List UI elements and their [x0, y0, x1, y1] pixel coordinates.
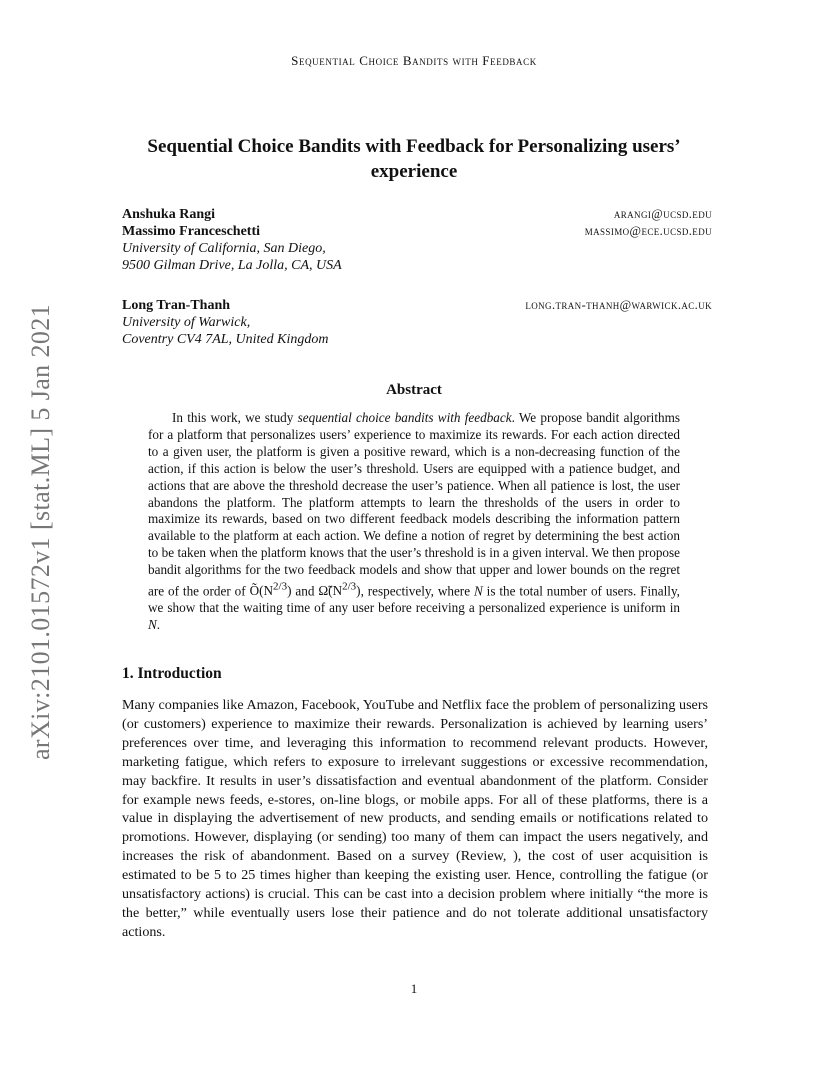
abstract-heading: Abstract	[386, 382, 442, 398]
abstract-text: .	[156, 617, 161, 633]
intro-paragraph: Many companies like Amazon, Facebook, YouTube and Netflix face the problem of personalizing users (or customers) experience to maximize their rewards. Personalization is achieved by learning users’ preferences over time, and leveraging this information to recommend relevant products. However, marketing fatigue, which refers to exposure to irrelevant suggestions or excessive recommendation, may backfire. It results in user’s dissatisfaction and eventual abandonment of the platform. Consider for example news feeds, e-stores, on-line blogs, or mobile apps. For all of these platforms, there is a value in displaying the advertisement of new products, and sending emails or notifications related to promotions. However, displaying (or sending) too many of them can impact the users negatively, and increases the risk of abandonment. Based on a survey (Review, ), the cost of user acquisition is estimated to be 5 to 25 times higher than keeping the existing user. Hence, controlling the fatigue (or unsatisfactory actions) is crucial. This can be cast into a decision problem where initially “the more is the better,” while eventually users lose their patience and do not tolerate additional unsatisfactory actions.	[122, 697, 708, 940]
math-lower-bound: $\Omegã(N^{2/3})$	[318, 581, 361, 599]
author-email[interactable]: massimo@ece.ucsd.edu	[584, 224, 712, 238]
author-group-warwick	[122, 297, 712, 348]
author-row	[122, 223, 712, 240]
affiliation: University of California, San Diego,	[122, 241, 326, 256]
author-name: Anshuka Rangi	[122, 207, 215, 222]
abstract-paragraph	[148, 410, 680, 634]
abstract-emphasis: sequential choice bandits with feedback	[297, 410, 512, 425]
math-variable: N	[148, 617, 157, 633]
author-name: Massimo Franceschetti	[122, 224, 261, 239]
abstract-text: In this work, we study	[172, 410, 298, 425]
author-group-ucsd	[122, 206, 712, 274]
abstract-text: is the total number of users. Finally, we show that the waiting time of any user before receiving a personalized experience is uniform in	[148, 583, 680, 616]
abstract-body	[148, 410, 680, 634]
math-variable: N	[473, 583, 483, 599]
math-upper-bound: $Õ(N^{2/3})$	[249, 581, 292, 599]
section-heading: 1. Introduction	[122, 665, 222, 682]
introduction-body	[122, 696, 708, 942]
arxiv-identifier-stamp: arXiv:2101.01572v1 [stat.ML] 5 Jan 2021	[26, 303, 55, 761]
author-row	[122, 297, 712, 314]
author-email[interactable]: long.tran-thanh@warwick.ac.uk	[525, 298, 712, 312]
author-name: Long Tran-Thanh	[122, 298, 231, 313]
paper-title: Sequential Choice Bandits with Feedback for Personalizing users’ experience	[147, 136, 681, 182]
affiliation-address: 9500 Gilman Drive, La Jolla, CA, USA	[122, 258, 342, 273]
running-head: Sequential Choice Bandits with Feedback	[291, 53, 537, 68]
page-number: 1	[410, 981, 418, 996]
abstract-text: and	[291, 583, 319, 599]
affiliation-address: Coventry CV4 7AL, United Kingdom	[122, 332, 329, 347]
abstract-text: . We propose bandit algorithms for a platform that personalizes users’ experience to maximize its rewards. For each action directed to a given user, the platform is given a positive reward, which is a non-decreasing function of the action, if this action is below the user’s threshold. Users are equipped with a patience budget, and actions that are above the threshold decrease the user’s patience. When all patience is lost, the user abandons the platform. The platform attempts to learn the thresholds of the users in order to maximize its rewards, based on two different feedback models describing the information pattern available to the platform at each action. We define a notion of regret by determining the best action to be taken when the platform knows that the user’s threshold is in a given interval. We then propose bandit algorithms for the two feedback models and show that upper and lower bounds on the regret are of the order of	[148, 410, 680, 599]
abstract-text: , respectively, where	[360, 583, 474, 599]
author-email[interactable]: arangi@ucsd.edu	[613, 207, 712, 221]
author-row	[122, 206, 712, 223]
affiliation: University of Warwick,	[122, 315, 251, 330]
